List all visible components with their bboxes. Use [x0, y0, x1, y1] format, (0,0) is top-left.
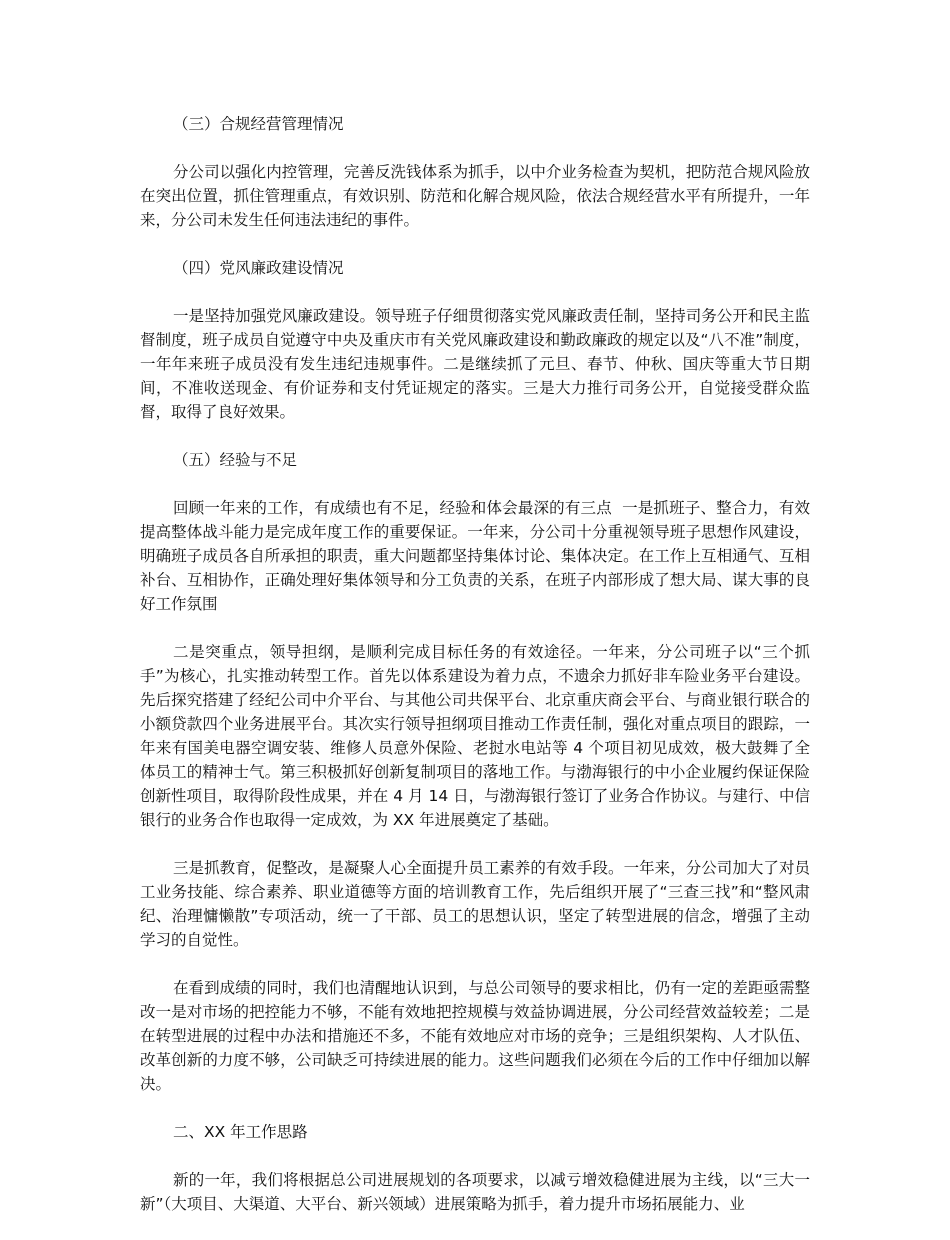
paragraph-compliance: 分公司以强化内控管理，完善反洗钱体系为抓手，以中介业务检查为契机，把防范合规风险放在突出位置，抓住管理重点，有效识别、防范和化解合规风险，依法合规经营水平有所提升，一年来，分公司未发生任何违法违纪的事件。	[140, 163, 810, 229]
paragraph-education: 三是抓教育，促整改，是凝聚人心全面提升员工素养的有效手段。一年来，分公司加大了对员工业务技能、综合素养、职业道德等方面的培训教育工作，先后组织开展了“三查三找”和“整风肃纪、治理慵懒散”专项活动，统一了干部、员工的思想认识，坚定了转型进展的信念，增强了主动学习的自觉性。	[140, 859, 810, 949]
paragraph-integrity: 一是坚持加强党风廉政建设。领导班子仔细贯彻落实党风廉政责任制，坚持司务公开和民主监督制度，班子成员自觉遵守中央及重庆市有关党风廉政建设和勤政廉政的规定以及“八不准”制度，一年年来班子成员没有发生违纪违规事件。二是继续抓了元旦、春节、仲秋、国庆等重大节日期间，不准收送现金、有价证券和支付凭证规定的落实。三是大力推行司务公开，自觉接受群众监督，取得了良好效果。	[140, 307, 810, 421]
paragraph-new-year: 新的一年，我们将根据总公司进展规划的各项要求，以减亏增效稳健进展为主线，以“三大一新”（大项目、大渠道、大平台、新兴领域）进展策略为抓手，着力提升市场拓展能力、业	[140, 1171, 810, 1213]
document-page	[140, 112, 810, 1240]
paragraph-key-points: 二是突重点，领导担纲，是顺利完成目标任务的有效途径。一年来，分公司班子以“三个抓手”为核心，扎实推动转型工作。首先以体系建设为着力点，不遗余力抓好非车险业务平台建设。先后探究搭建了经纪公司中介平台、与其他公司共保平台、北京重庆商会平台、与商业银行联合的小额贷款四个业务进展平台。其次实行领导担纲项目推动工作责任制，强化对重点项目的跟踪，一年来有国美电器空调安装、维修人员意外保险、老挝水电站等 4 个项目初见成效，极大鼓舞了全体员工的精神士气。第三积极抓好创新复制项目的落地工作。与渤海银行的中小企业履约保证保险创新性项目，取得阶段性成果，并在 4 月 14 日，与渤海银行签订了业务合作协议。与建行、中信银行的业务合作也取得一定成效，为 XX 年进展奠定了基础。	[140, 643, 810, 829]
section-heading-3: （三）合规经营管理情况	[173, 115, 344, 133]
section-heading-5: （五）经验与不足	[173, 451, 298, 469]
section-heading-4: （四）党风廉政建设情况	[173, 259, 344, 277]
paragraph-review: 回顾一年来的工作，有成绩也有不足，经验和体会最深的有三点 一是抓班子、整合力，有效提高整体战斗能力是完成年度工作的重要保证。一年来，分公司十分重视领导班子思想作风建设，明确班子成员各自所承担的职责，重大问题都坚持集体讨论、集体决定。在工作上互相通气、互相补台、互相协作，正确处理好集体领导和分工负责的关系，在班子内部形成了想大局、谋大事的良好工作氛围	[140, 499, 810, 613]
section-heading-plan: 二、XX 年工作思路	[173, 1123, 308, 1141]
paragraph-shortcomings: 在看到成绩的同时，我们也清醒地认识到，与总公司领导的要求相比，仍有一定的差距亟需整改一是对市场的把控能力不够，不能有效地把控规模与效益协调进展，分公司经营效益较差；二是在转型进展的过程中办法和措施还不多，不能有效地应对市场的竞争；三是组织架构、人才队伍、改革创新的力度不够，公司缺乏可持续进展的能力。这些问题我们必须在今后的工作中仔细加以解决。	[140, 979, 810, 1093]
